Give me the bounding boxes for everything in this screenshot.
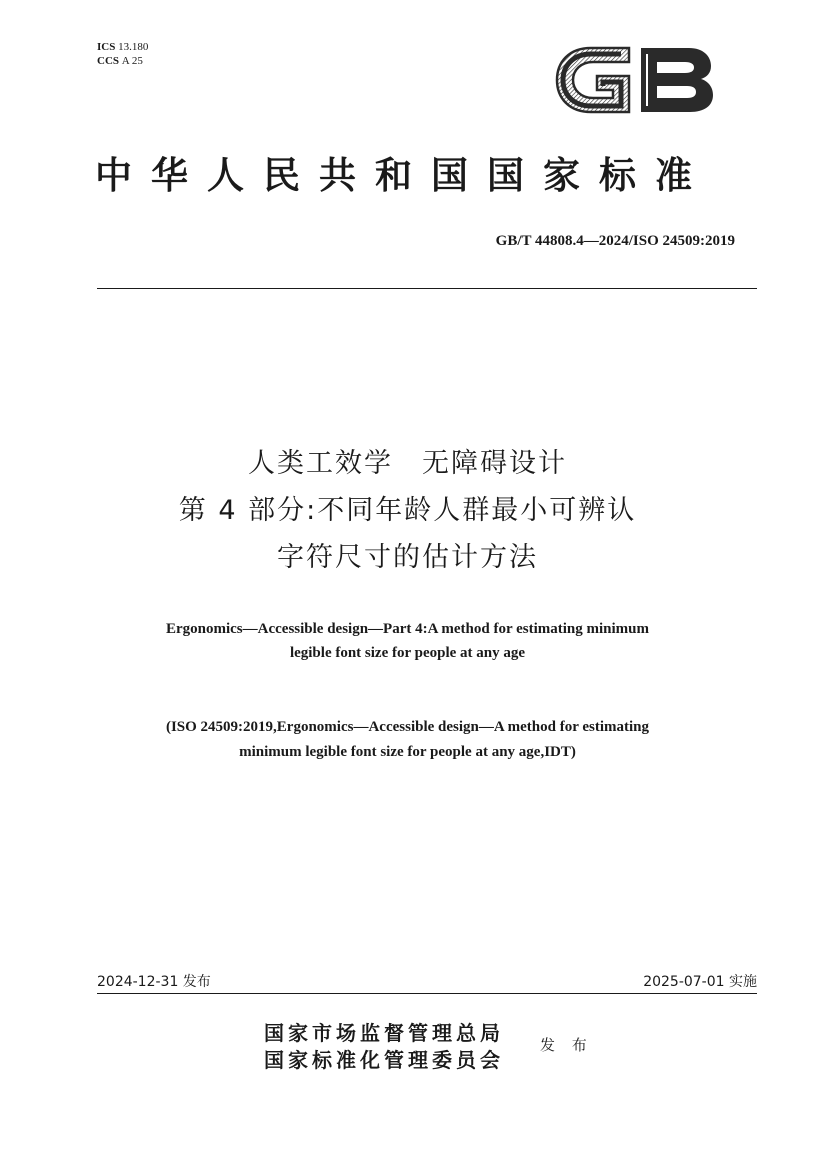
top-divider: [97, 288, 757, 289]
title-zh-line-1: 人类工效学 无障碍设计: [248, 448, 567, 479]
ics-label: ICS: [97, 41, 116, 53]
gb-logo-icon: [551, 40, 717, 120]
ics-code: [97, 40, 148, 54]
ccs-code: [97, 54, 148, 68]
issuer-sac: 国家标准化管理委员会: [264, 1048, 504, 1072]
identical-ref-line-1: (ISO 24509:2019,Ergonomics—Accessible design—A method for estimating: [165, 719, 650, 735]
title-en-line-2: legible font size for people at any age: [289, 645, 526, 661]
standard-number: GB/T 44808.4—2024/ISO 24509:2019: [495, 233, 735, 249]
title-zh-line-2: 第 4 部分:不同年龄人群最小可辨认: [178, 495, 637, 526]
title-zh-line-3: 字符尺寸的估计方法: [277, 542, 538, 573]
ccs-value: A 25: [121, 55, 143, 67]
issuing-authorities: [264, 1020, 504, 1074]
implementation-date: 2025-07-01 实施: [643, 974, 757, 990]
national-standard-heading: 中华人民共和国国家标准: [95, 153, 711, 197]
title-english: [0, 617, 815, 665]
title-en-line-1: Ergonomics—Accessible design—Part 4:A method for estimating minimum: [165, 621, 650, 637]
classification-codes: [97, 40, 148, 68]
identical-ref-line-2: minimum legible font size for people at any age,IDT): [239, 744, 576, 760]
identical-adoption-reference: [0, 715, 815, 765]
issuer-samr: 国家市场监督管理总局: [264, 1021, 504, 1045]
ccs-label: CCS: [97, 55, 120, 67]
ics-value: 13.180: [118, 41, 149, 53]
publish-label: 发 布: [540, 1036, 593, 1054]
title-chinese: [0, 440, 815, 581]
issue-date: 2024-12-31 发布: [97, 974, 211, 990]
bottom-divider: [97, 993, 757, 994]
